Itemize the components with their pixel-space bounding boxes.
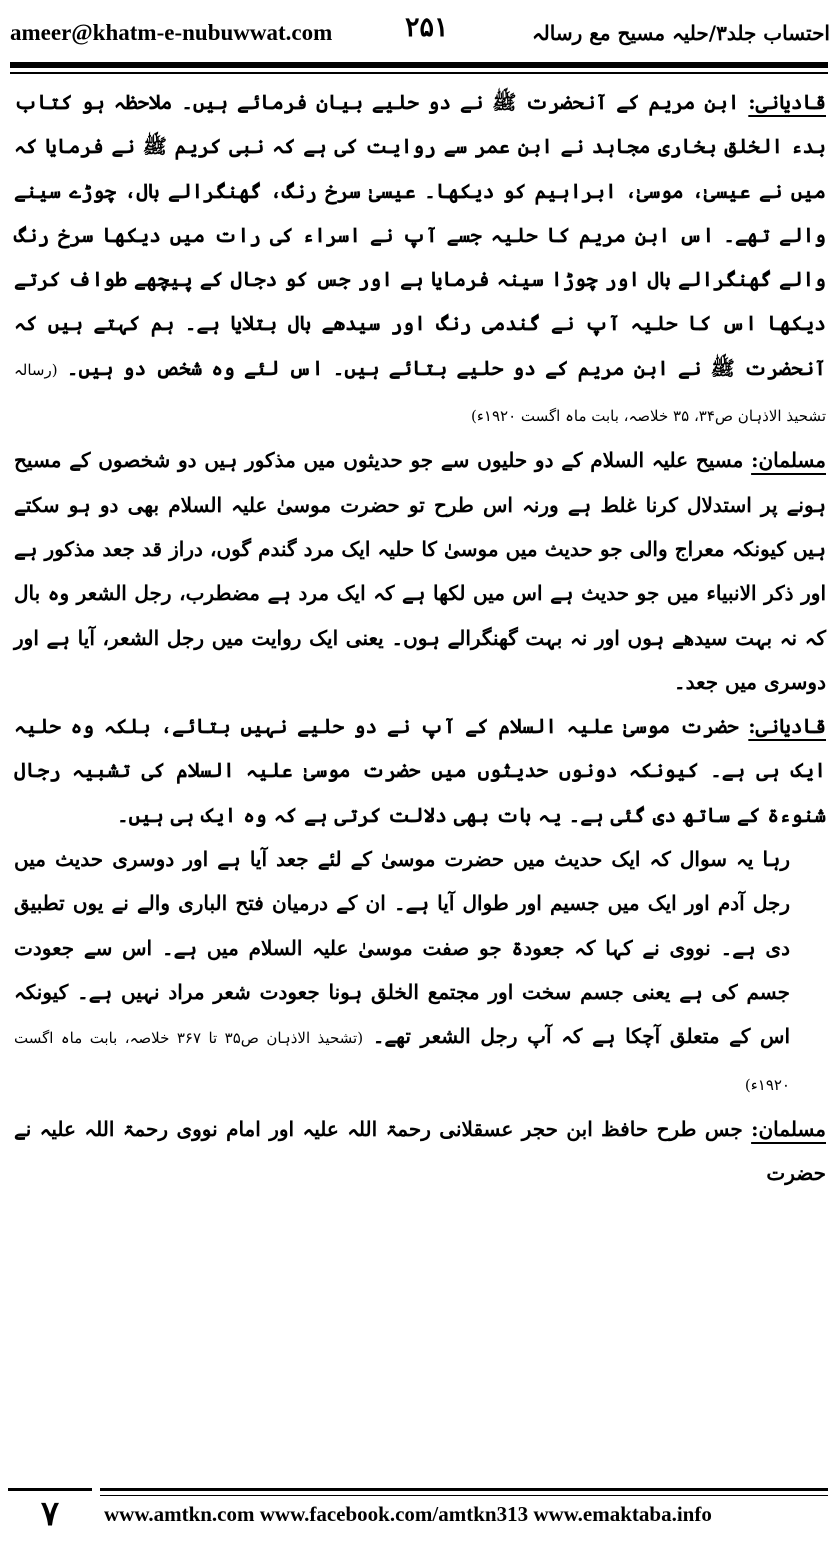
paragraph-qadiani-1 xyxy=(14,80,826,438)
paragraph-text: جس طرح حافظ ابن حجر عسقلانی رحمۃ اللہ علیہ اور امام نووی رحمۃ اللہ علیہ نے حضرت xyxy=(14,1116,826,1186)
paragraph-text: مسیح علیہ السلام کے دو حلیوں سے جو حدیثوں میں مذکور ہیں دو شخصوں کے مسیح ہونے پر استدلال کرنا غلط ہے ورنہ اس طرح تو حضرت موسیٰ علیہ السلام بھی دو ہو سکتے ہیں کیونکہ معراج والی جو حدیث میں موسیٰ کا حلیہ ایک مرد گندم گوں، دراز قد جعد مذکور ہے اور ذکر الانبیاء میں جو حدیث ہے اس میں لکھا ہے کہ ایک مرد ہے مضطرب، رجل الشعر وہ بال کہ نہ بہت سیدھے ہوں اور نہ بہت گھنگرالے ہوں۔ یعنی ایک روایت میں رجل الشعر، آیا ہے اور دوسری میں جعد۔ xyxy=(14,448,826,694)
paragraph-text: رہا یہ سوال کہ ایک حدیث میں حضرت موسیٰ کے لئے جعد آیا ہے اور دوسری حدیث میں رجل آدم اور ایک میں جسیم اور طوال آیا ہے۔ ان کے درمیان فتح الباری والے نے یوں تطبیق دی ہے۔ نووی نے کہا کہ جعودۃ جو صفت موسیٰ علیہ السلام میں ہے۔ اس سے جعودت جسم کی ہے یعنی جسم سخت اور مجتمع الخلق ہونا جعودت شعر مراد نہیں ہے۔ کیونکہ اس کے متعلق آچکا ہے کہ آپ رجل الشعر تھے۔ xyxy=(14,847,791,1049)
header-rule-thin xyxy=(10,72,828,74)
footer-page-box: ۷ xyxy=(8,1488,92,1541)
page-number: ۲۵۱ xyxy=(405,12,449,43)
page-body xyxy=(14,80,826,1195)
footer-rule-thin xyxy=(100,1495,828,1496)
header-rule-thick xyxy=(10,62,828,68)
paragraph-text: ابن مریم کے آنحضرت ﷺ نے دو حلیے بیان فرمائے ہیں۔ ملاحظہ ہو کتاب بدء الخلق بخاری مجاہد نے ابن عمر سے روایت کی ہے کہ نبی کریم ﷺ نے فرمایا کہ میں نے عیسیٰ، موسیٰ، ابراہیم کو دیکھا۔ عیسیٰ سرخ رنگ، گھنگرالے بال، چوڑے سینے والے تھے۔ اس ابن مریم کا حلیہ جسے آپ نے اسراء کی رات میں دیکھا سرخ رنگ والے گھنگرالے بال اور چوڑا سینہ فرمایا ہے اور جس کو دجال کے پیچھے طواف کرتے دیکھا اس کا حلیہ آپ نے گندمی رنگ اور سیدھے بال بتلایا ہے۔ ہم کہتے ہیں کہ آنحضرت ﷺ نے ابن مریم کے دو حلیے بتائے ہیں۔ اس لئے وہ شخص دو ہیں۔ xyxy=(14,90,826,380)
header-email: ameer@khatm-e-nubuwwat.com xyxy=(10,20,333,45)
footer-rule xyxy=(100,1488,828,1491)
speaker-label: قادیانی: xyxy=(748,714,826,739)
reference-citation: (رسالہ تشحیذ الاذہان ص۳۴، ۳۵ خلاصہ، بابت ماہ اگست ۱۹۲۰ء) xyxy=(14,360,826,426)
paragraph-muslim-2 xyxy=(14,1107,826,1196)
speaker-label: مسلمان: xyxy=(751,1116,826,1141)
page-header xyxy=(10,10,830,56)
header-title: احتساب جلد۳/حلیہ مسیح مع رسالہ xyxy=(531,21,830,45)
speaker-label: قادیانی: xyxy=(748,90,826,114)
footer-links: www.amtkn.com www.facebook.com/amtkn313 www.emaktaba.info xyxy=(104,1502,712,1526)
paragraph-qadiani-2 xyxy=(14,704,826,837)
paragraph-text: حضرت موسیٰ علیہ السلام کے آپ نے دو حلیے نہیں بتائے، بلکہ وہ حلیہ ایک ہی ہے۔ کیونکہ دونوں حدیثوں میں حضرت موسیٰ علیہ السلام کی تشبیہ رجال شنوءۃ کے ساتھ دی گئی ہے۔ یہ بات بھی دلالت کرتی ہے کہ وہ ایک ہی ہیں۔ xyxy=(14,714,826,827)
paragraph-muslim-1 xyxy=(14,438,826,704)
paragraph-continuation xyxy=(14,837,826,1107)
page-footer xyxy=(0,1488,840,1540)
reference-citation: (تشحیذ الاذہان ص۳۵ تا ۳۶۷ خلاصہ، بابت ماہ اگست ۱۹۲۰ء) xyxy=(14,1029,790,1094)
speaker-label: مسلمان: xyxy=(751,448,826,473)
